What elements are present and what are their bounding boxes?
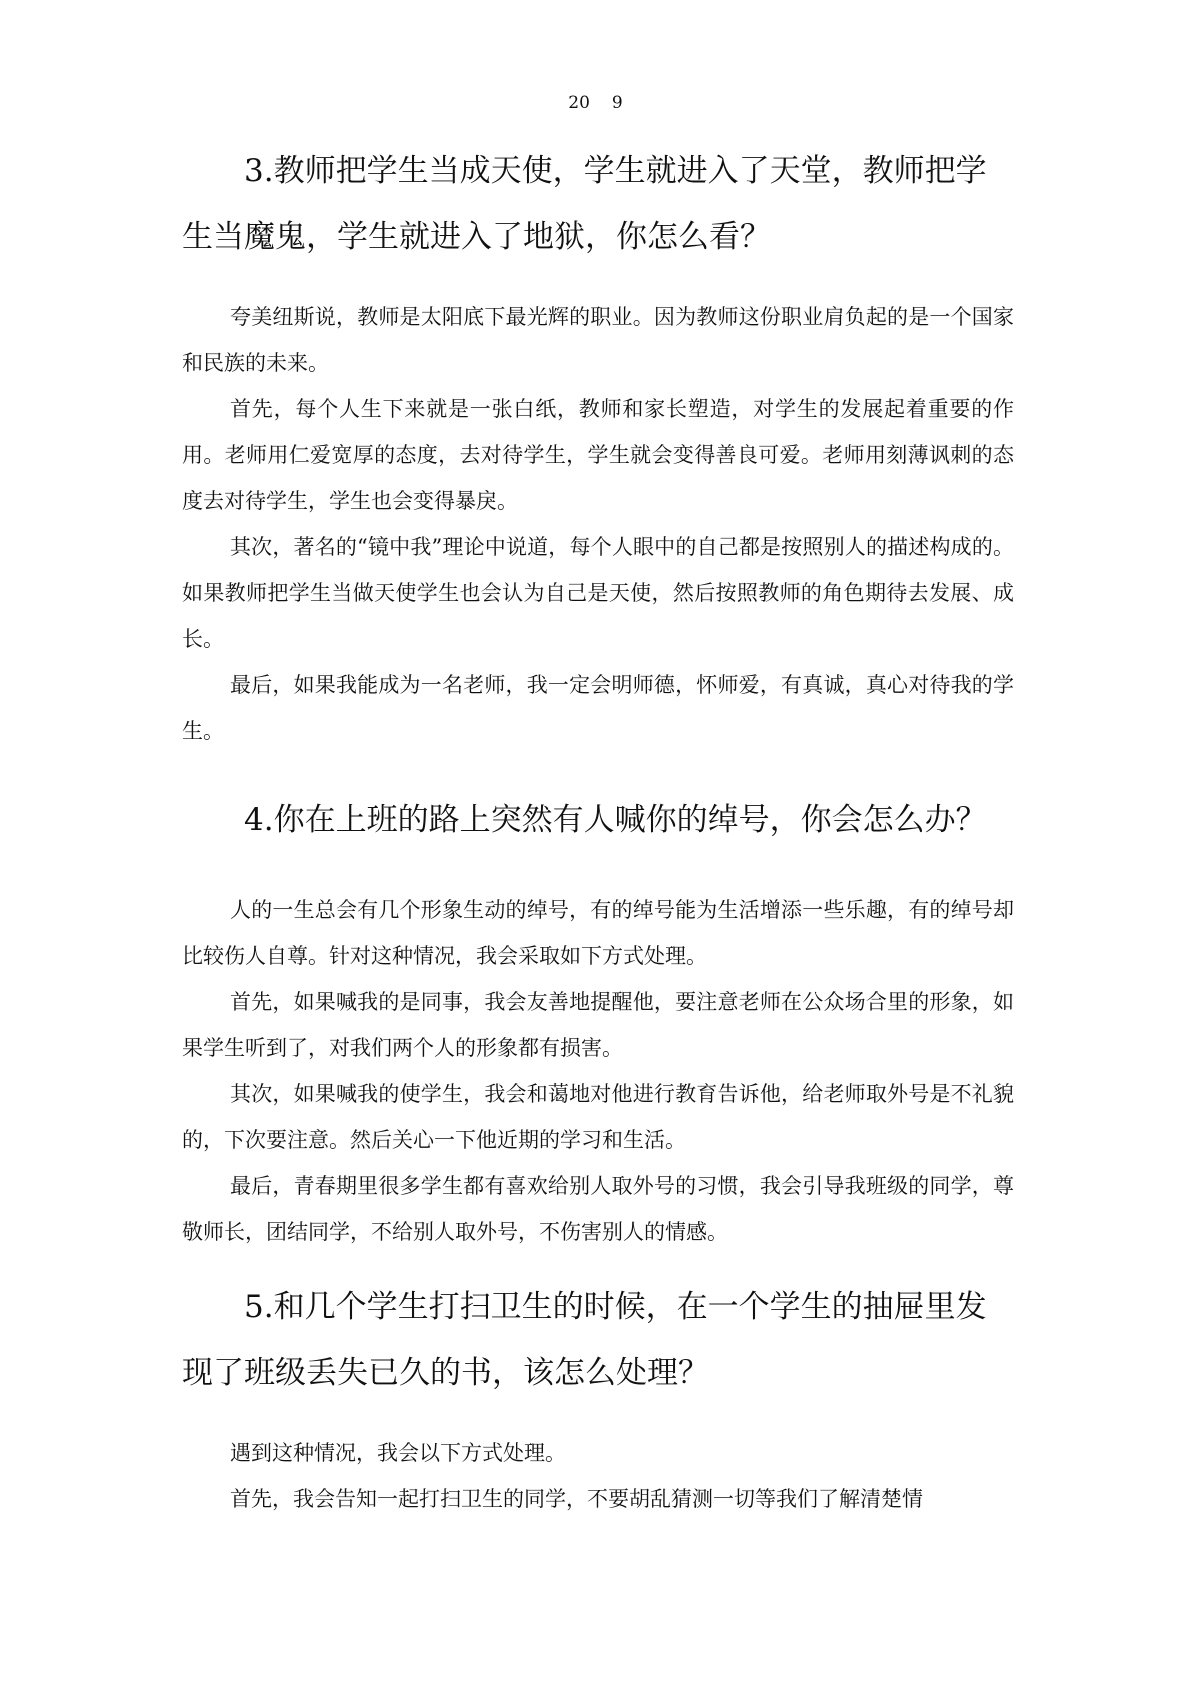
paragraph: 首先，我会告知一起打扫卫生的同学，不要胡乱猜测一切等我们了解清楚情 <box>230 1487 923 1511</box>
question-4-title: 4.你在上班的路上突然有人喊你的绰号，你会怎么办？ <box>244 802 987 838</box>
question-5-heading-block <box>182 1274 1014 1406</box>
paragraph: 首先，每个人生下来就是一张白纸，教师和家长塑造，对学生的发展起着重要的作用。老师用仁爱宽厚的态度，去对待学生，学生就会变得善良可爱。老师用刻薄讽刺的态度去对待学生，学生也会变得暴戾。 <box>182 397 1014 513</box>
paragraph: 夸美纽斯说，教师是太阳底下最光辉的职业。因为教师这份职业肩负起的是一个国家和民族的未来。 <box>182 305 1014 375</box>
question-3-title: 3.教师把学生当成天使，学生就进入了天堂，教师把学生当魔鬼，学生就进入了地狱，你怎么看？ <box>182 153 987 255</box>
question-4-answer <box>182 887 1014 1255</box>
question-3-heading-block <box>182 138 1014 270</box>
question-3-answer <box>182 294 1014 754</box>
question-5-title: 5.和几个学生打扫卫生的时候，在一个学生的抽屉里发现了班级丢失已久的书，该怎么处理？ <box>182 1289 987 1391</box>
paragraph: 人的一生总会有几个形象生动的绰号，有的绰号能为生活增添一些乐趣，有的绰号却比较伤人自尊。针对这种情况，我会采取如下方式处理。 <box>182 898 1014 968</box>
paragraph: 首先，如果喊我的是同事，我会友善地提醒他，要注意老师在公众场合里的形象，如果学生听到了，对我们两个人的形象都有损害。 <box>182 990 1014 1060</box>
header-left-number: 20 <box>568 93 590 113</box>
question-5-answer <box>182 1430 1014 1522</box>
paragraph: 最后，如果我能成为一名老师，我一定会明师德，怀师爱，有真诚，真心对待我的学生。 <box>182 673 1014 743</box>
header-right-number: 9 <box>611 93 623 113</box>
paragraph: 遇到这种情况，我会以下方式处理。 <box>230 1441 566 1465</box>
page-header <box>0 93 1191 113</box>
question-4-heading-block <box>182 787 1014 853</box>
paragraph: 其次，著名的“镜中我”理论中说道，每个人眼中的自己都是按照别人的描述构成的。如果教师把学生当做天使学生也会认为自己是天使，然后按照教师的角色期待去发展、成长。 <box>182 535 1014 651</box>
paragraph: 其次，如果喊我的使学生，我会和蔼地对他进行教育告诉他，给老师取外号是不礼貌的，下次要注意。然后关心一下他近期的学习和生活。 <box>182 1082 1014 1152</box>
paragraph: 最后，青春期里很多学生都有喜欢给别人取外号的习惯，我会引导我班级的同学，尊敬师长，团结同学，不给别人取外号，不伤害别人的情感。 <box>182 1174 1014 1244</box>
